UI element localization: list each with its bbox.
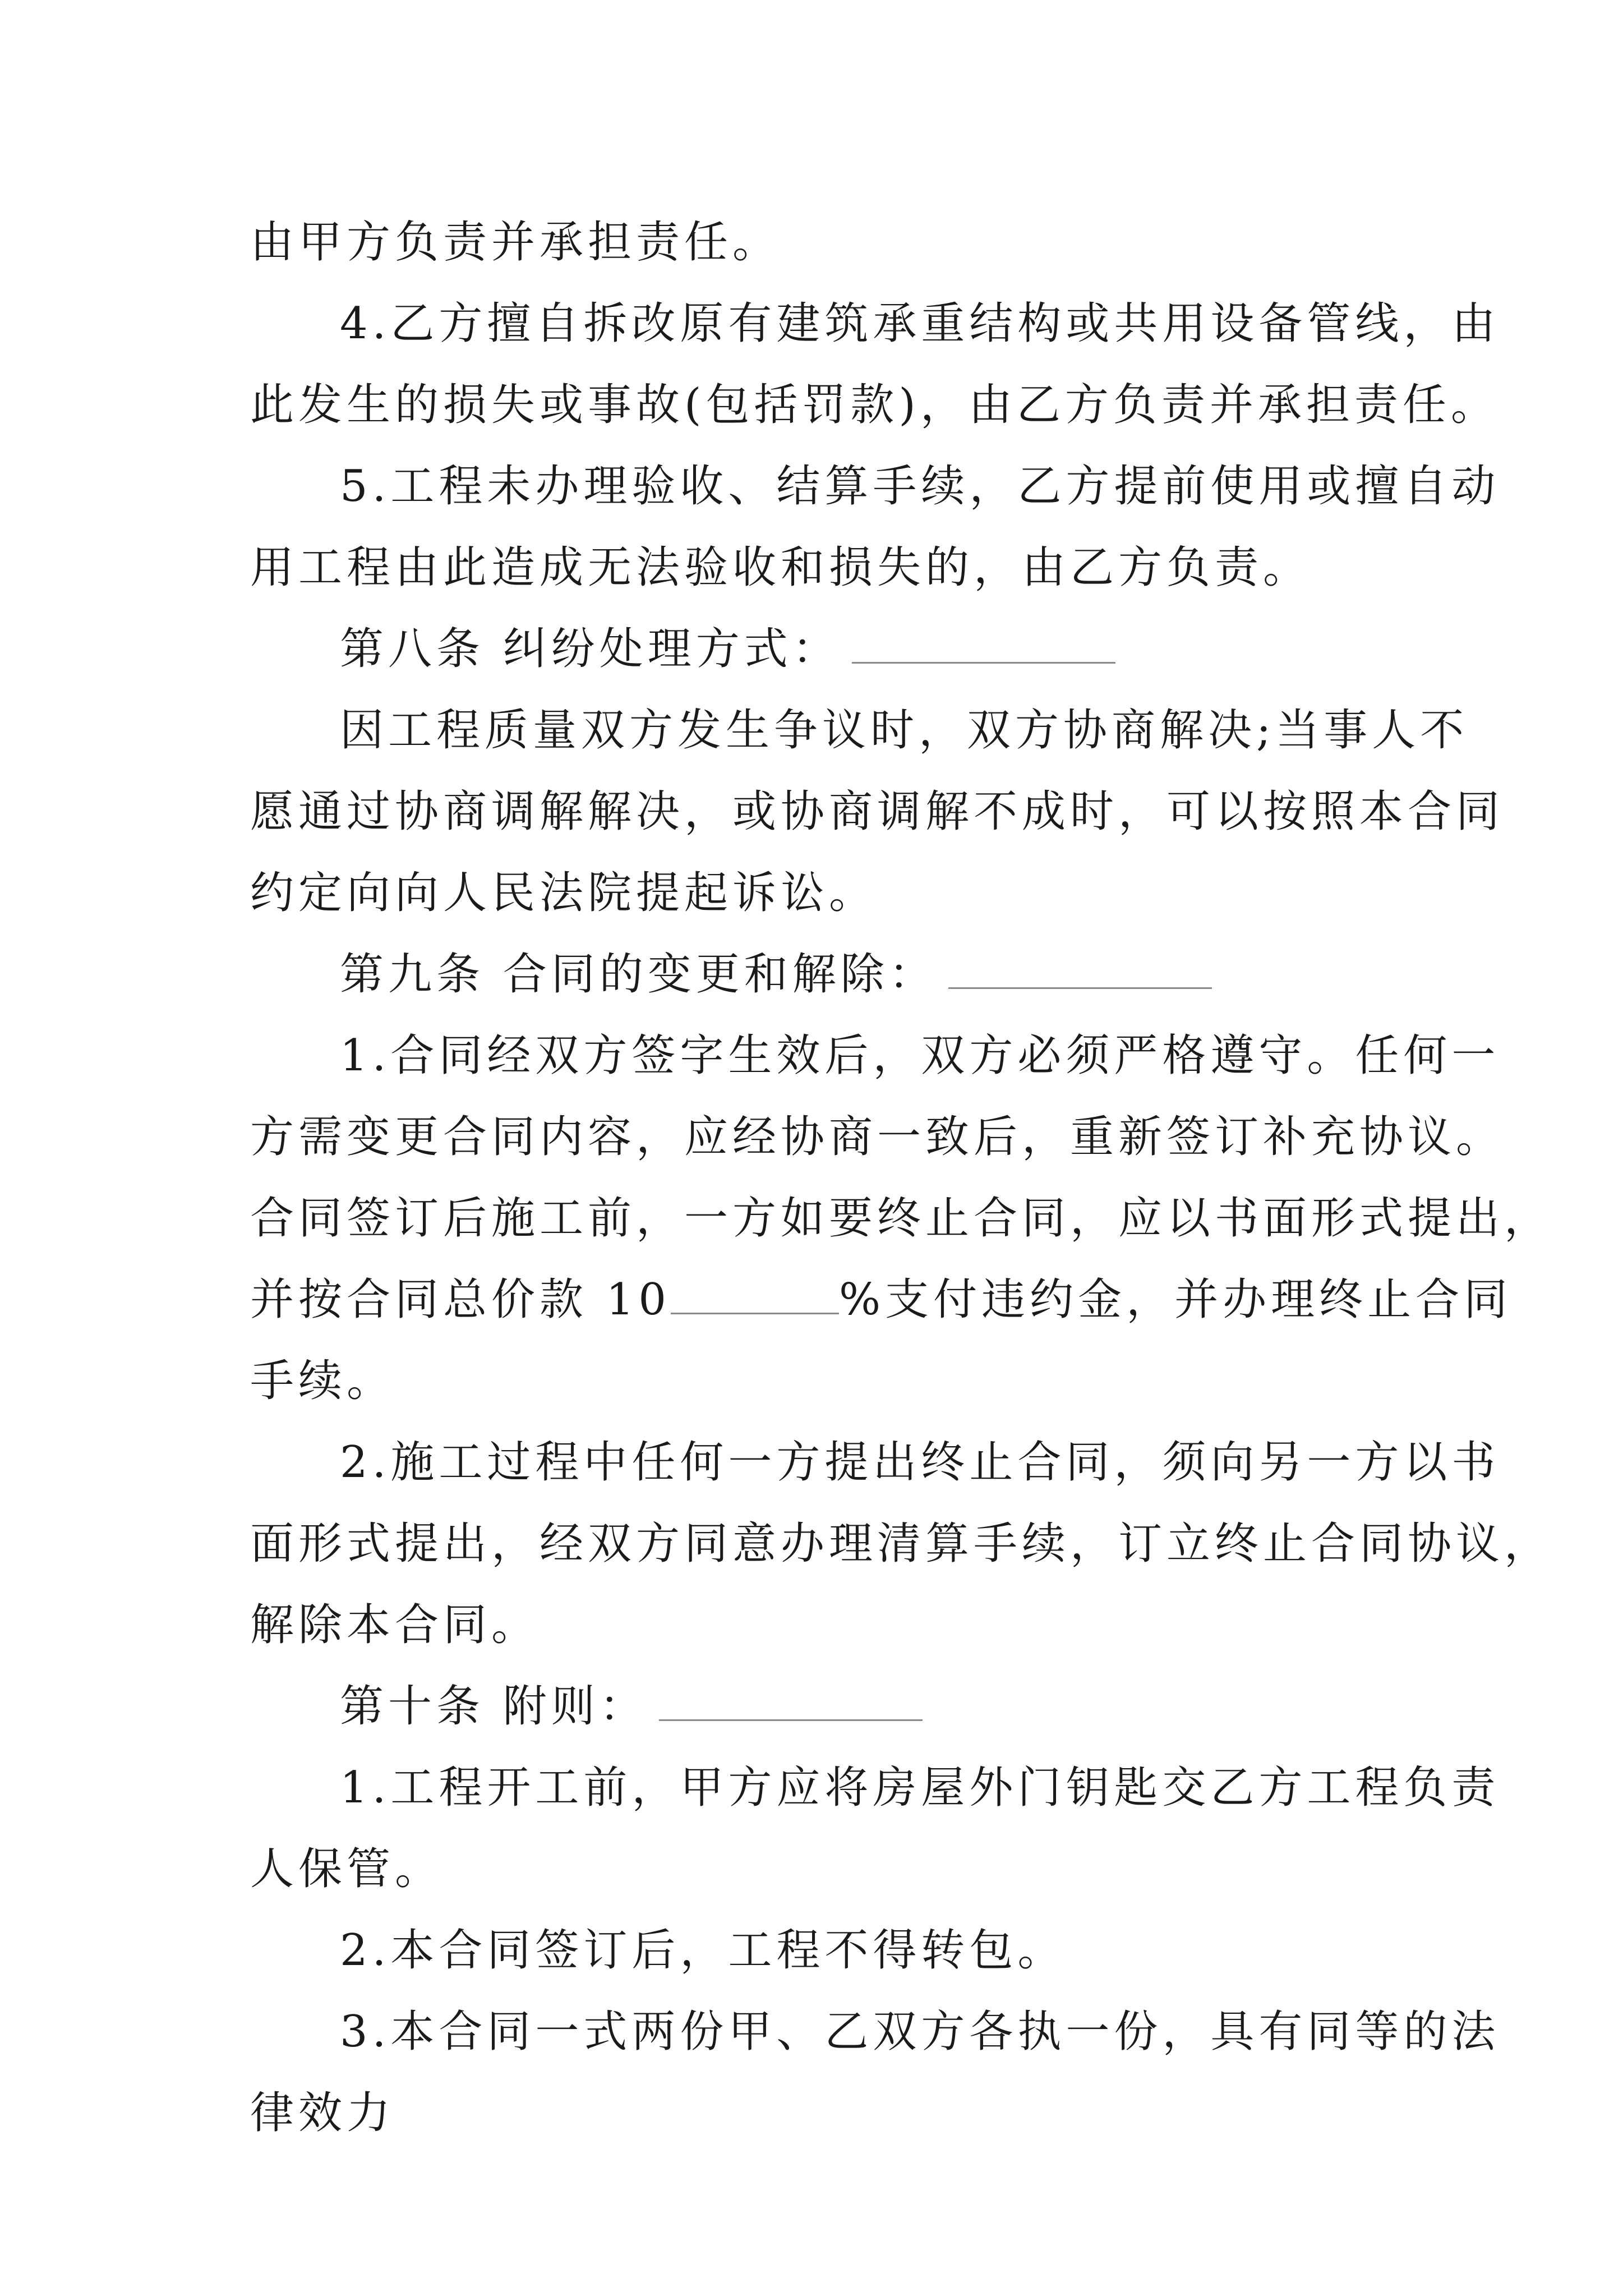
paragraph-item-1-keys — [250, 1747, 1500, 1910]
text-line-with-blank — [250, 1259, 1513, 1341]
fill-prefix: 并按合同总价款 10 — [250, 1274, 671, 1325]
text-line: 愿通过协商调解解决，或协商调解不成时，可以按照本合同 — [250, 786, 1505, 837]
paragraph-item-4 — [250, 283, 1500, 446]
article-heading-line — [250, 934, 1377, 1015]
article-9-heading — [250, 934, 1377, 1015]
text-line: 手续。 — [250, 1356, 395, 1406]
paragraph-item-3-copies — [250, 1991, 1500, 2154]
article-10-title: 第十条 附则： — [340, 1681, 648, 1732]
paragraph-item-5 — [250, 446, 1500, 609]
text-line: 5.工程未办理验收、结算手续，乙方提前使用或擅自动 — [340, 461, 1500, 512]
document-body — [250, 202, 1553, 2154]
text-line: 合同签订后施工前，一方如要终止合同，应以书面形式提出， — [250, 1193, 1553, 1244]
article-heading-line — [250, 609, 1377, 690]
text-line: 约定向向人民法院提起诉讼。 — [250, 868, 878, 918]
text-line: 面形式提出，经双方同意办理清算手续，订立终止合同协议， — [250, 1519, 1553, 1569]
article-heading-line — [250, 1666, 1377, 1747]
blank-underline — [852, 623, 1115, 664]
paragraph-dispute — [250, 690, 1505, 934]
text-line: 用工程由此造成无法验收和损失的，由乙方负责。 — [250, 542, 1312, 593]
article-9-title: 第九条 合同的变更和解除： — [340, 949, 937, 1000]
blank-underline — [659, 1680, 923, 1721]
fill-suffix: %支付违约金，并办理终止合同 — [839, 1274, 1513, 1325]
text-line: 律效力 — [250, 2088, 395, 2138]
text-line: 1.工程开工前，甲方应将房屋外门钥匙交乙方工程负责 — [340, 1763, 1500, 1813]
text-line: 由甲方负责并承担责任。 — [250, 217, 781, 268]
blank-underline — [948, 948, 1212, 989]
article-8-heading — [250, 609, 1377, 690]
text-line: 解除本合同。 — [250, 1600, 540, 1650]
paragraph-item-2-terminate — [250, 1422, 1553, 1666]
text-line: 此发生的损失或事故(包括罚款)，由乙方负责并承担责任。 — [250, 380, 1499, 430]
paragraph-item-2-subcontract — [250, 1910, 1377, 1991]
text-line: 1.合同经双方签字生效后，双方必须严格遵守。任何一 — [340, 1030, 1500, 1081]
paragraph-continuation — [250, 202, 1377, 283]
text-line: 2.施工过程中任何一方提出终止合同，须向另一方以书 — [340, 1437, 1500, 1488]
blank-underline — [671, 1273, 839, 1314]
paragraph-item-1-change — [250, 1015, 1553, 1422]
text-line: 4.乙方擅自拆改原有建筑承重结构或共用设备管线，由 — [340, 298, 1500, 349]
text-line: 因工程质量双方发生争议时，双方协商解决;当事人不 — [340, 705, 1469, 756]
article-10-heading — [250, 1666, 1377, 1747]
text-line: 人保管。 — [250, 1844, 444, 1894]
text-line: 3.本合同一式两份甲、乙双方各执一份，具有同等的法 — [340, 2007, 1500, 2057]
text-line: 2.本合同签订后，工程不得转包。 — [340, 1925, 1066, 1976]
text-line: 方需变更合同内容，应经协商一致后，重新签订补充协议。 — [250, 1112, 1505, 1162]
article-8-title: 第八条 纠纷处理方式： — [340, 624, 841, 674]
